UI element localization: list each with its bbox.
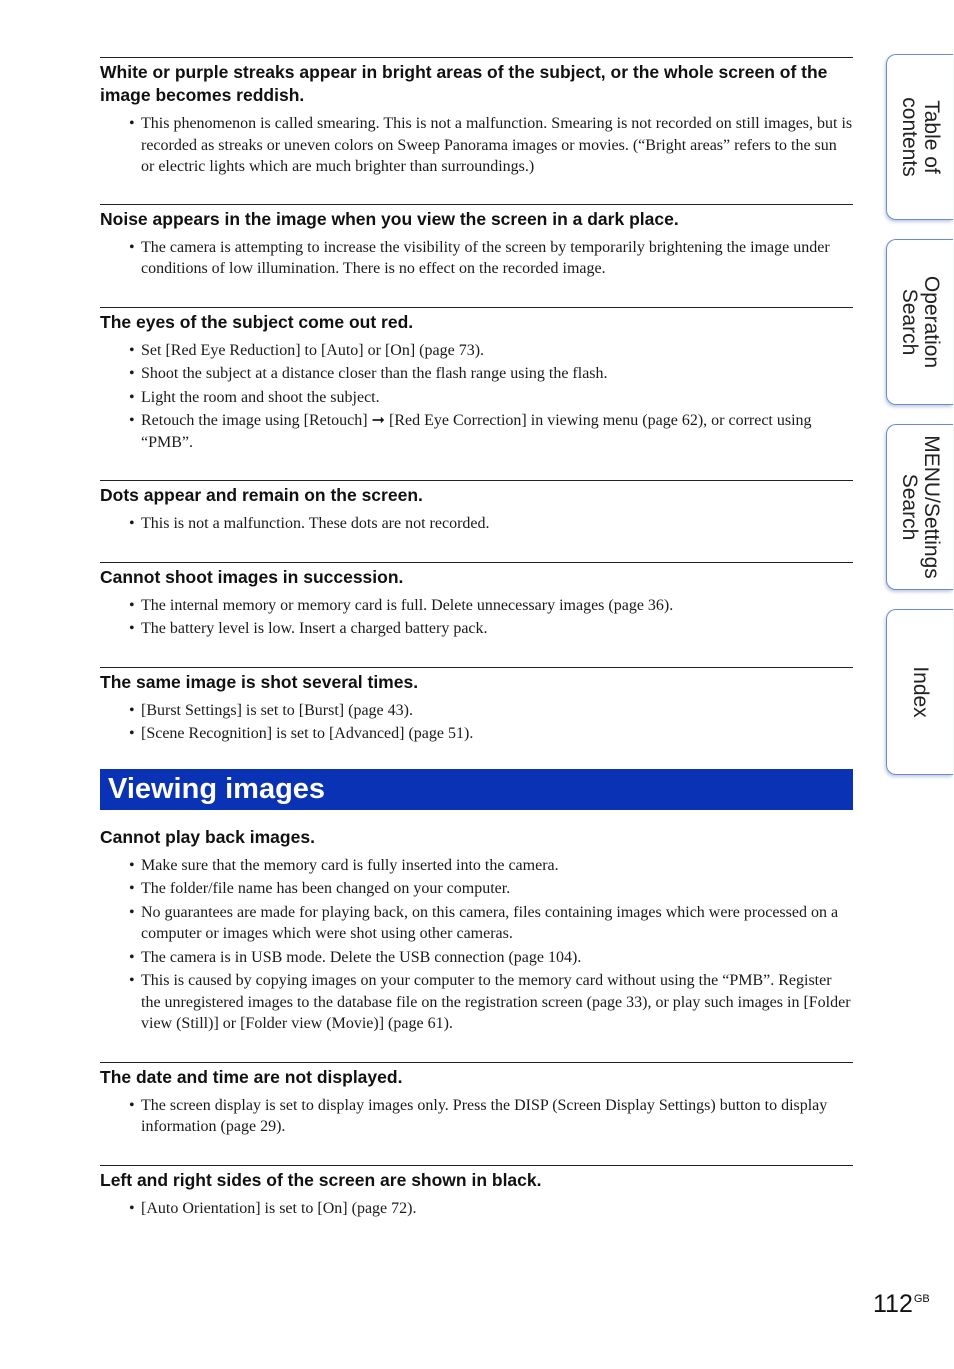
bullet-icon: • (129, 725, 135, 742)
main-content (100, 57, 853, 1246)
bullet-text: [Auto Orientation] is set to [On] (page 72). (141, 1199, 417, 1217)
bullet-text: This is caused by copying images on your computer to the memory card without using the “PMB”. Register the unregistered images to the database file on the registration screen (page 33), or play such images in [Folder view (Still)] or [Folder view (Movie)] (page 61). (141, 972, 851, 1032)
bullet-list (100, 113, 853, 178)
bullet-text: Shoot the subject at a distance closer than the flash range using the flash. (141, 365, 608, 382)
bullet-item (129, 363, 853, 385)
bullet-text: [Scene Recognition] is set to [Advanced] (page 51). (141, 725, 474, 742)
bullet-list (100, 595, 853, 640)
bullet-list (100, 513, 853, 535)
bullet-item (129, 1198, 853, 1220)
bullet-item (129, 878, 853, 900)
troubleshooting-section (100, 204, 853, 280)
bullet-item (129, 340, 853, 362)
bullet-list (100, 1198, 853, 1220)
bullet-item (129, 902, 853, 945)
bullet-item (129, 855, 853, 877)
bullet-icon: • (129, 365, 135, 382)
bullet-text: Make sure that the memory card is fully inserted into the camera. (141, 856, 559, 874)
bullet-icon: • (129, 948, 135, 966)
troubleshooting-section (100, 826, 853, 1035)
bullet-text: Retouch the image using [Retouch] ➞ [Red Eye Correction] in viewing menu (page 62), or correct using “PMB”. (141, 412, 812, 451)
tab-label: Table of contents (898, 97, 943, 177)
tab-label: Operation Search (898, 275, 943, 369)
tab-menu-settings-search[interactable] (886, 424, 953, 590)
bullet-item (129, 410, 853, 453)
bullet-item (129, 970, 853, 1035)
bullet-text: The battery level is low. Insert a charged battery pack. (141, 620, 488, 637)
section-heading: The date and time are not displayed. (100, 1066, 403, 1087)
bullet-text: The camera is attempting to increase the visibility of the screen by temporarily brightening the image under conditions of low illumination. There is no effect on the recorded image. (141, 238, 830, 277)
section-heading: The eyes of the subject come out red. (100, 311, 414, 332)
bullet-item (129, 513, 853, 535)
bullet-text: The folder/file name has been changed on your computer. (141, 880, 511, 897)
bullet-list (100, 237, 853, 280)
bullet-list (100, 855, 853, 1035)
bullet-list (100, 340, 853, 454)
bullet-text: No guarantees are made for playing back, on this camera, files containing images which were processed on a computer or images which were shot using other cameras. (141, 903, 839, 942)
bullet-icon: • (129, 341, 135, 359)
troubleshooting-section (100, 1165, 853, 1220)
bullet-item (129, 1095, 853, 1138)
bullet-icon: • (129, 388, 135, 406)
bullet-text: The internal memory or memory card is full. Delete unnecessary images (page 36). (141, 596, 674, 614)
section-heading: Cannot shoot images in succession. (100, 566, 404, 587)
bullet-item (129, 618, 853, 640)
bullet-item (129, 947, 853, 969)
bullet-item (129, 387, 853, 409)
page-number (873, 1290, 930, 1319)
top-sections (100, 57, 853, 745)
bullet-icon: • (129, 1199, 135, 1217)
bullet-icon: • (129, 1096, 135, 1114)
troubleshooting-section (100, 57, 853, 178)
tab-label: MENU/Settings Search (898, 435, 943, 579)
bullet-icon: • (129, 515, 135, 532)
section-heading: White or purple streaks appear in bright areas of the subject, or the whole screen of the image becomes reddish. (100, 62, 828, 105)
bullet-icon: • (129, 903, 135, 921)
bullet-item (129, 595, 853, 617)
bullet-text: Light the room and shoot the subject. (141, 388, 380, 406)
page-number-suffix: GB (913, 1293, 930, 1305)
troubleshooting-section (100, 307, 853, 454)
bullet-text: [Burst Settings] is set to [Burst] (page 43). (141, 701, 413, 719)
bullet-icon: • (129, 596, 135, 614)
bullet-item (129, 700, 853, 722)
tab-index[interactable] (886, 609, 953, 775)
section-heading: The same image is shot several times. (100, 671, 419, 692)
section-banner: Viewing images (100, 769, 853, 810)
bullet-list (100, 1095, 853, 1138)
bullet-icon: • (129, 856, 135, 874)
bullet-item (129, 723, 853, 745)
troubleshooting-section (100, 480, 853, 535)
bullet-icon: • (129, 115, 135, 132)
bullet-icon: • (129, 238, 135, 256)
troubleshooting-section (100, 562, 853, 640)
tab-label: Index (909, 666, 932, 718)
bullet-icon: • (129, 412, 135, 429)
troubleshooting-section (100, 1062, 853, 1138)
bullet-list (100, 700, 853, 745)
tab-operation-search[interactable] (886, 239, 953, 405)
bullet-text: This is not a malfunction. These dots are not recorded. (141, 515, 490, 532)
bullet-icon: • (129, 880, 135, 897)
bullet-item (129, 113, 853, 178)
bullet-text: The screen display is set to display images only. Press the DISP (Screen Display Settings) button to display information (page 29). (141, 1096, 828, 1135)
bullet-text: The camera is in USB mode. Delete the USB connection (page 104). (141, 948, 582, 966)
section-heading: Cannot play back images. (100, 826, 315, 847)
bottom-sections (100, 826, 853, 1220)
troubleshooting-section (100, 667, 853, 745)
section-heading: Left and right sides of the screen are shown in black. (100, 1169, 542, 1190)
section-heading: Dots appear and remain on the screen. (100, 485, 423, 505)
bullet-text: Set [Red Eye Reduction] to [Auto] or [On] (page 73). (141, 341, 485, 359)
bullet-icon: • (129, 620, 135, 637)
bullet-text: This phenomenon is called smearing. This is not a malfunction. Smearing is not recorded on still images, but is recorded as streaks or uneven colors on Sweep Panorama images or movies. (“Bright areas” refers to the sun or electric lights which are much brighter than surroundings.) (141, 115, 853, 175)
bullet-icon: • (129, 972, 135, 989)
bullet-icon: • (129, 701, 135, 719)
section-heading: Noise appears in the image when you view the screen in a dark place. (100, 208, 679, 229)
tab-table-of-contents[interactable] (886, 54, 953, 220)
page-number-value: 112 (873, 1290, 913, 1318)
bullet-item (129, 237, 853, 280)
